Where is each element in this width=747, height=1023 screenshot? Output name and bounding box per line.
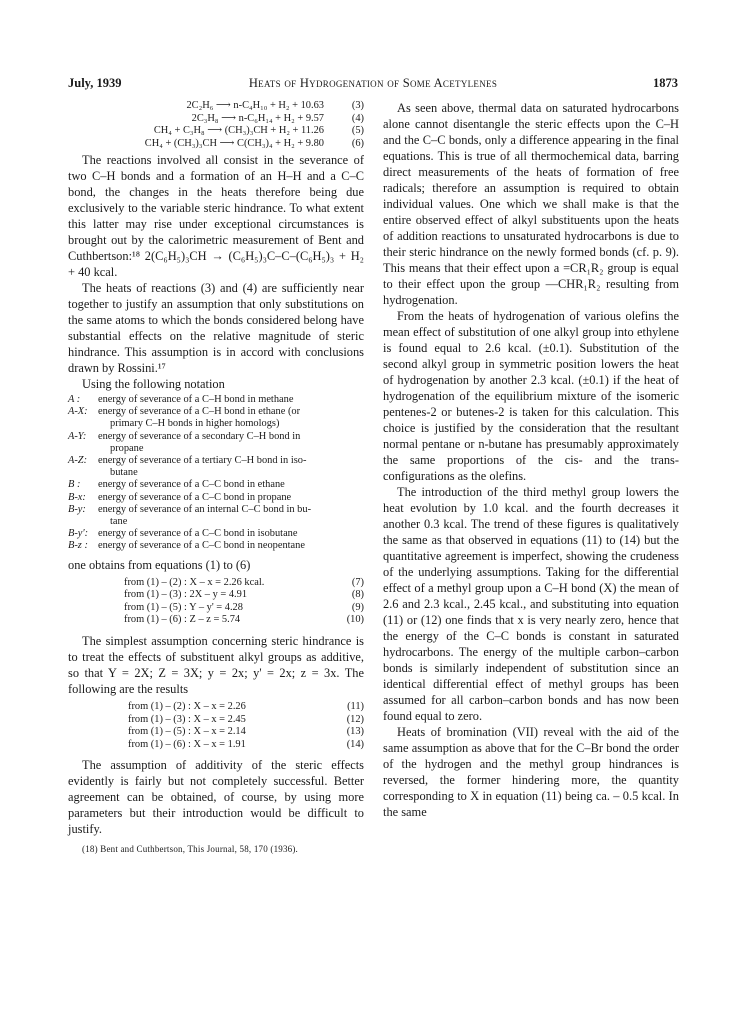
notation-item xyxy=(68,406,364,430)
equation-row xyxy=(68,100,364,113)
notation-continuation: tane xyxy=(110,516,128,528)
equation-row xyxy=(68,739,364,752)
equation-number: (7) xyxy=(351,576,364,588)
running-header xyxy=(68,76,678,92)
footnote: (18) Bent and Cuthbertson, This Journal, 58, 170 (1936). xyxy=(82,844,299,855)
notation-item xyxy=(68,528,364,540)
notation-item xyxy=(68,492,364,504)
notation-definition: energy of severance of a tertiary C–H bond in iso- xyxy=(98,455,307,467)
paragraph: The heats of reactions (3) and (4) are sufficiently near together to justify an assumption that only substitutions on the same atoms to which the bonds considered belong have substantial effects on the relative magnitude of steric hindrance. This assumption is in accord with conclusions drawn by Rossini.¹⁷ xyxy=(68,281,364,375)
equation-number: (4) xyxy=(351,112,364,124)
equation-number: (11) xyxy=(347,701,364,713)
equation-number: (5) xyxy=(351,125,364,136)
equations-11-14 xyxy=(68,701,364,751)
issue-date: July, 1939 xyxy=(68,76,122,90)
equation-text: CH₄ + C₃H₈ ⟶ (CH₃)₃CH + H₂ + 11.26 xyxy=(153,125,324,136)
notation-symbol: B : xyxy=(68,479,81,491)
notation-definition: energy of severance of a C–H bond in ethane (or xyxy=(98,406,301,418)
equation-text: from (1) – (6) : Z – z = 5.74 xyxy=(124,614,241,626)
equation-number: (3) xyxy=(351,100,364,111)
equations-3-6 xyxy=(68,100,364,150)
notation-item xyxy=(68,431,364,455)
paragraph: The assumption of additivity of the steric effects evidently is fairly but not completely successful. Better agreement can be obtained, of course, by using more parameters but their introduction would be difficult to justify. xyxy=(68,758,364,837)
notation-definition: energy of severance of a C–C bond in propane xyxy=(98,491,292,503)
equation-text: from (1) – (5) : Y – y' = 4.28 xyxy=(124,601,243,613)
notation-item xyxy=(68,479,364,491)
equation-row xyxy=(68,602,364,615)
notation-symbol: A-X: xyxy=(68,406,88,418)
running-title: Heats of Hydrogenation of Some Acetylenes xyxy=(248,76,498,90)
equation-number: (14) xyxy=(346,738,364,750)
notation-list xyxy=(68,394,364,553)
notation-item xyxy=(68,455,364,479)
notation-continuation: propane xyxy=(110,442,144,454)
equation-number: (13) xyxy=(346,726,364,738)
notation-item xyxy=(68,540,364,552)
equation-row xyxy=(68,714,364,727)
equation-row xyxy=(68,701,364,714)
equation-row xyxy=(68,577,364,590)
notation-symbol: B-y': xyxy=(68,528,89,540)
equation-text: from (1) – (3) : 2X – y = 4.91 xyxy=(124,589,248,601)
equation-text: CH₄ + (CH₃)₃CH ⟶ C(CH₃)₄ + H₂ + 9.80 xyxy=(144,137,324,149)
notation-continuation: primary C–H bonds in higher homologs) xyxy=(110,418,280,430)
notation-symbol: A-Z: xyxy=(68,455,88,467)
notation-definition: energy of severance of a secondary C–H bond in xyxy=(98,430,301,442)
page-number: 1873 xyxy=(653,76,678,90)
notation-symbol: B-x: xyxy=(68,491,86,503)
equation-row xyxy=(68,726,364,739)
equation-number: (8) xyxy=(351,589,364,601)
paragraph: The reactions involved all consist in the severance of two C–H bonds and a formation of an H–H and a C–C bond, the changes in the heats therefore being due exclusively to the variable steric hindrance. To what extent this latter may rise under exceptional circumstances is brought out by the calorimetric measurement of Bent and Cuthbertson:¹⁸ 2(C₆H₅)₃CH → (C₆H₅)₃C–C–(C₆H₅)₃ + H₂ + 40 kcal. xyxy=(68,153,364,279)
notation-definition: energy of severance of a C–C bond in ethane xyxy=(98,479,285,491)
equation-number: (6) xyxy=(351,137,364,149)
equation-text: 2C₂H₆ ⟶ n-C₄H₁₀ + H₂ + 10.63 xyxy=(186,100,324,111)
paragraph: The simplest assumption concerning steric hindrance is to treat the effects of substituent alkyl groups as additive, so that Y = 2X; Z = 3X; y = 2x; y' = 2x; z = 3x. The following are the results xyxy=(68,634,364,697)
notation-symbol: B-y: xyxy=(68,503,86,515)
notation-symbol: A-Y: xyxy=(68,430,87,442)
notation-continuation: butane xyxy=(110,467,138,479)
paragraph: The introduction of the third methyl group lowers the heat evolution by 1.0 kcal. and the fourth decreases it another 0.3 kcal. The trend of these figures is qualitatively the same as that observed in equations (11) to (14) but the quantitative agreement is imperfect, showing the crudeness of the underlying assumptions. Taking for the differential effect of a methyl group upon a C–H bond (X) the mean of 2.6 and 2.3 kcal., 2.45 kcal., and substituting into equation (11) or (12) one finds that x is very nearly zero, hence that the energy of the C–C bonds is constant in saturated hydrocarbons. The energy of the multiple carbon–carbon bonds is similarly independent of substitution since an identical differential effect of methyl groups has been assumed for all carbon–carbon bonds and has now been found equal to zero. xyxy=(383,485,679,723)
paragraph: Heats of bromination (VII) reveal with the aid of the same assumption as above that for the C–Br bond the order of the hydrogen and the methyl group hindrances is reversed, the former hindering more, the quantity corresponding to X in equation (11) being ca. – 0.5 kcal. In the same xyxy=(383,725,679,819)
notation-item xyxy=(68,504,364,528)
equation-row xyxy=(68,125,364,138)
equation-text: from (1) – (2) : X – x = 2.26 xyxy=(128,701,246,713)
equation-number: (12) xyxy=(346,713,364,725)
equation-number: (10) xyxy=(346,614,364,626)
equations-7-10 xyxy=(68,577,364,627)
left-column xyxy=(68,100,364,855)
paragraph: Using the following notation xyxy=(82,377,225,391)
notation-definition: energy of severance of a C–C bond in neopentane xyxy=(98,540,305,552)
notation-definition: energy of severance of an internal C–C bond in bu- xyxy=(98,503,312,515)
notation-item xyxy=(68,394,364,406)
notation-definition: energy of severance of a C–C bond in isobutane xyxy=(98,528,298,540)
paragraph: From the heats of hydrogenation of various olefins the mean effect of substitution of one alkyl group into ethylene is found equal to 2.6 kcal. (±0.1). Substitution of the second alkyl group in symmetric position lowers the heat of hydrogenation by another 2.3 kcal. (±0.1) if the heat of hydrogenation of the equilibrium mixture of the isomeric pentenes-2 or butenes-2 is taken for this calculation. This choice is justified by the consideration that the resultant normal pentane or n-butane has presumably approximately the same proportions of the cis- and the trans-configurations as the olefins. xyxy=(383,309,679,483)
notation-symbol: A : xyxy=(68,394,81,405)
equation-row xyxy=(68,614,364,627)
equation-text: from (1) – (6) : X – x = 1.91 xyxy=(128,738,246,750)
paragraph: one obtains from equations (1) to (6) xyxy=(68,557,251,572)
notation-definition: energy of severance of a C–H bond in methane xyxy=(98,394,294,405)
paragraph: As seen above, thermal data on saturated hydrocarbons alone cannot disentangle the steric effects upon the C–H and the C–C bonds, only a difference appearing in the final equations. This is true of all thermochemical data, barring direct measurements of the heats of formation of free radicals; therefore an assumption is required to obtain individual values. One which we shall make is that the entire observed effect of alkyl substituents upon the heats of addition reactions to unsaturated hydrocarbons is due to their steric hindrance on the newly formed bonds (cf. p. 9). This means that their effect upon a =CR₁R₂ group is equal to their effect upon the group —CHR₁R₂ resulting from hydrogenation. xyxy=(383,101,679,307)
equation-row xyxy=(68,138,364,151)
equation-row xyxy=(68,589,364,602)
equation-number: (9) xyxy=(351,601,364,613)
right-column xyxy=(383,100,679,820)
notation-symbol: B-z : xyxy=(68,540,88,552)
equation-row xyxy=(68,113,364,126)
equation-text: from (1) – (5) : X – x = 2.14 xyxy=(128,726,246,738)
equation-text: 2C₃H₈ ⟶ n-C₆H₁₄ + H₂ + 9.57 xyxy=(191,112,324,124)
equation-text: from (1) – (2) : X – x = 2.26 kcal. xyxy=(124,576,265,588)
equation-text: from (1) – (3) : X – x = 2.45 xyxy=(128,713,246,725)
